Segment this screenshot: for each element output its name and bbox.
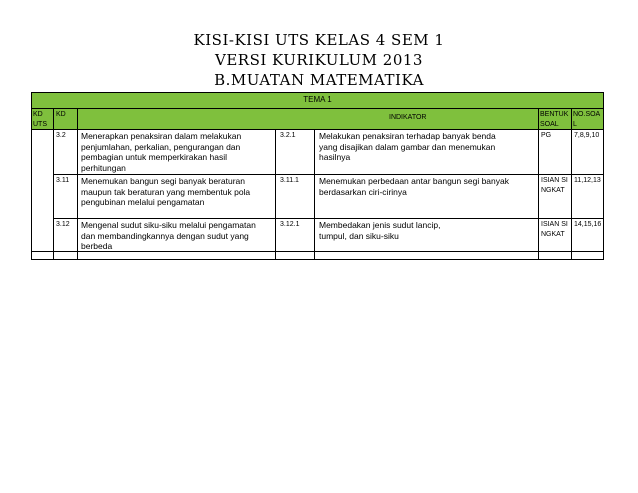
row3-kd-no: 3.12 bbox=[56, 221, 70, 228]
tema-label: TEMA 1 bbox=[303, 95, 332, 104]
kisi-kisi-table bbox=[31, 92, 604, 266]
grid-line bbox=[53, 218, 604, 219]
row3-kd-text: Mengenal sudut siku-siku melalui pengamatan dan membandingkannya dengan sudut yang berbeda bbox=[81, 220, 256, 251]
row3-bentuk: ISIAN SINGKAT bbox=[541, 221, 568, 238]
row1-kd-text: Menerapkan penaksiran dalam melakukan penjumlahan, perkalian, pengurangan dan pembagian untuk memperkirakan hasil perhitungan bbox=[81, 131, 242, 173]
row2-kd-no: 3.11 bbox=[56, 177, 70, 184]
row2-bentuk: ISIAN SINGKAT bbox=[541, 177, 568, 194]
grid-line bbox=[275, 129, 276, 260]
header-no-soal-label: NO.SOAL bbox=[573, 111, 601, 128]
row3-ind-text: Membedakan jenis sudut lancip, tumpul, dan siku-siku bbox=[319, 220, 441, 241]
row2-ind-no: 3.11.1 bbox=[280, 177, 299, 184]
row1-kd-no: 3.2 bbox=[56, 132, 66, 139]
row2-no-soal: 11,12,13 bbox=[574, 177, 601, 184]
header-kd-label: KD bbox=[56, 111, 66, 118]
grid-line bbox=[603, 92, 604, 260]
grid-line bbox=[53, 108, 54, 260]
grid-line bbox=[571, 108, 572, 260]
header-kd bbox=[53, 108, 77, 129]
grid-line bbox=[538, 108, 539, 260]
row2-kd-text: Menemukan bangun segi banyak beraturan maupun tak beraturan yang membentuk pola pengubinan melalui pengamatan bbox=[81, 176, 251, 207]
document-title-line1: KISI-KISI UTS KELAS 4 SEM 1 bbox=[193, 31, 445, 49]
document-title-line3: B.MUATAN MATEMATIKA bbox=[214, 71, 424, 89]
grid-line bbox=[314, 129, 315, 260]
grid-line bbox=[31, 259, 604, 260]
row1-ind-no: 3.2.1 bbox=[280, 132, 296, 139]
row3-ind-no: 3.12.1 bbox=[280, 221, 300, 228]
document-title-line2: VERSI KURIKULUM 2013 bbox=[215, 51, 423, 69]
row1-bentuk: PG bbox=[541, 132, 552, 139]
row1-no-soal: 7,8,9,10 bbox=[574, 132, 600, 139]
grid-line bbox=[53, 174, 604, 175]
header-kd-uts-label: KD UTS bbox=[33, 111, 47, 128]
grid-line bbox=[31, 251, 604, 252]
grid-line bbox=[77, 108, 78, 260]
grid-line bbox=[31, 92, 604, 93]
header-kd-uts bbox=[31, 108, 53, 129]
row3-no-soal: 14,15,16 bbox=[574, 221, 602, 228]
tema-header bbox=[31, 92, 604, 108]
header-indikator-label: INDIKATOR bbox=[389, 114, 427, 121]
header-bentuk-soal-label: BENTUK SOAL bbox=[540, 111, 569, 128]
row1-ind-text: Melakukan penaksiran terhadap banyak benda yang disajikan dalam gambar dan menemukan hasilnya bbox=[319, 131, 496, 162]
header-bentuk-soal bbox=[538, 108, 571, 129]
header-no-soal bbox=[571, 108, 604, 129]
grid-line bbox=[31, 129, 604, 130]
header-indikator bbox=[77, 108, 538, 129]
row2-ind-text: Menemukan perbedaan antar bangun segi banyak berdasarkan ciri-cirinya bbox=[319, 176, 509, 197]
grid-line bbox=[31, 92, 32, 260]
grid-line bbox=[31, 108, 604, 109]
